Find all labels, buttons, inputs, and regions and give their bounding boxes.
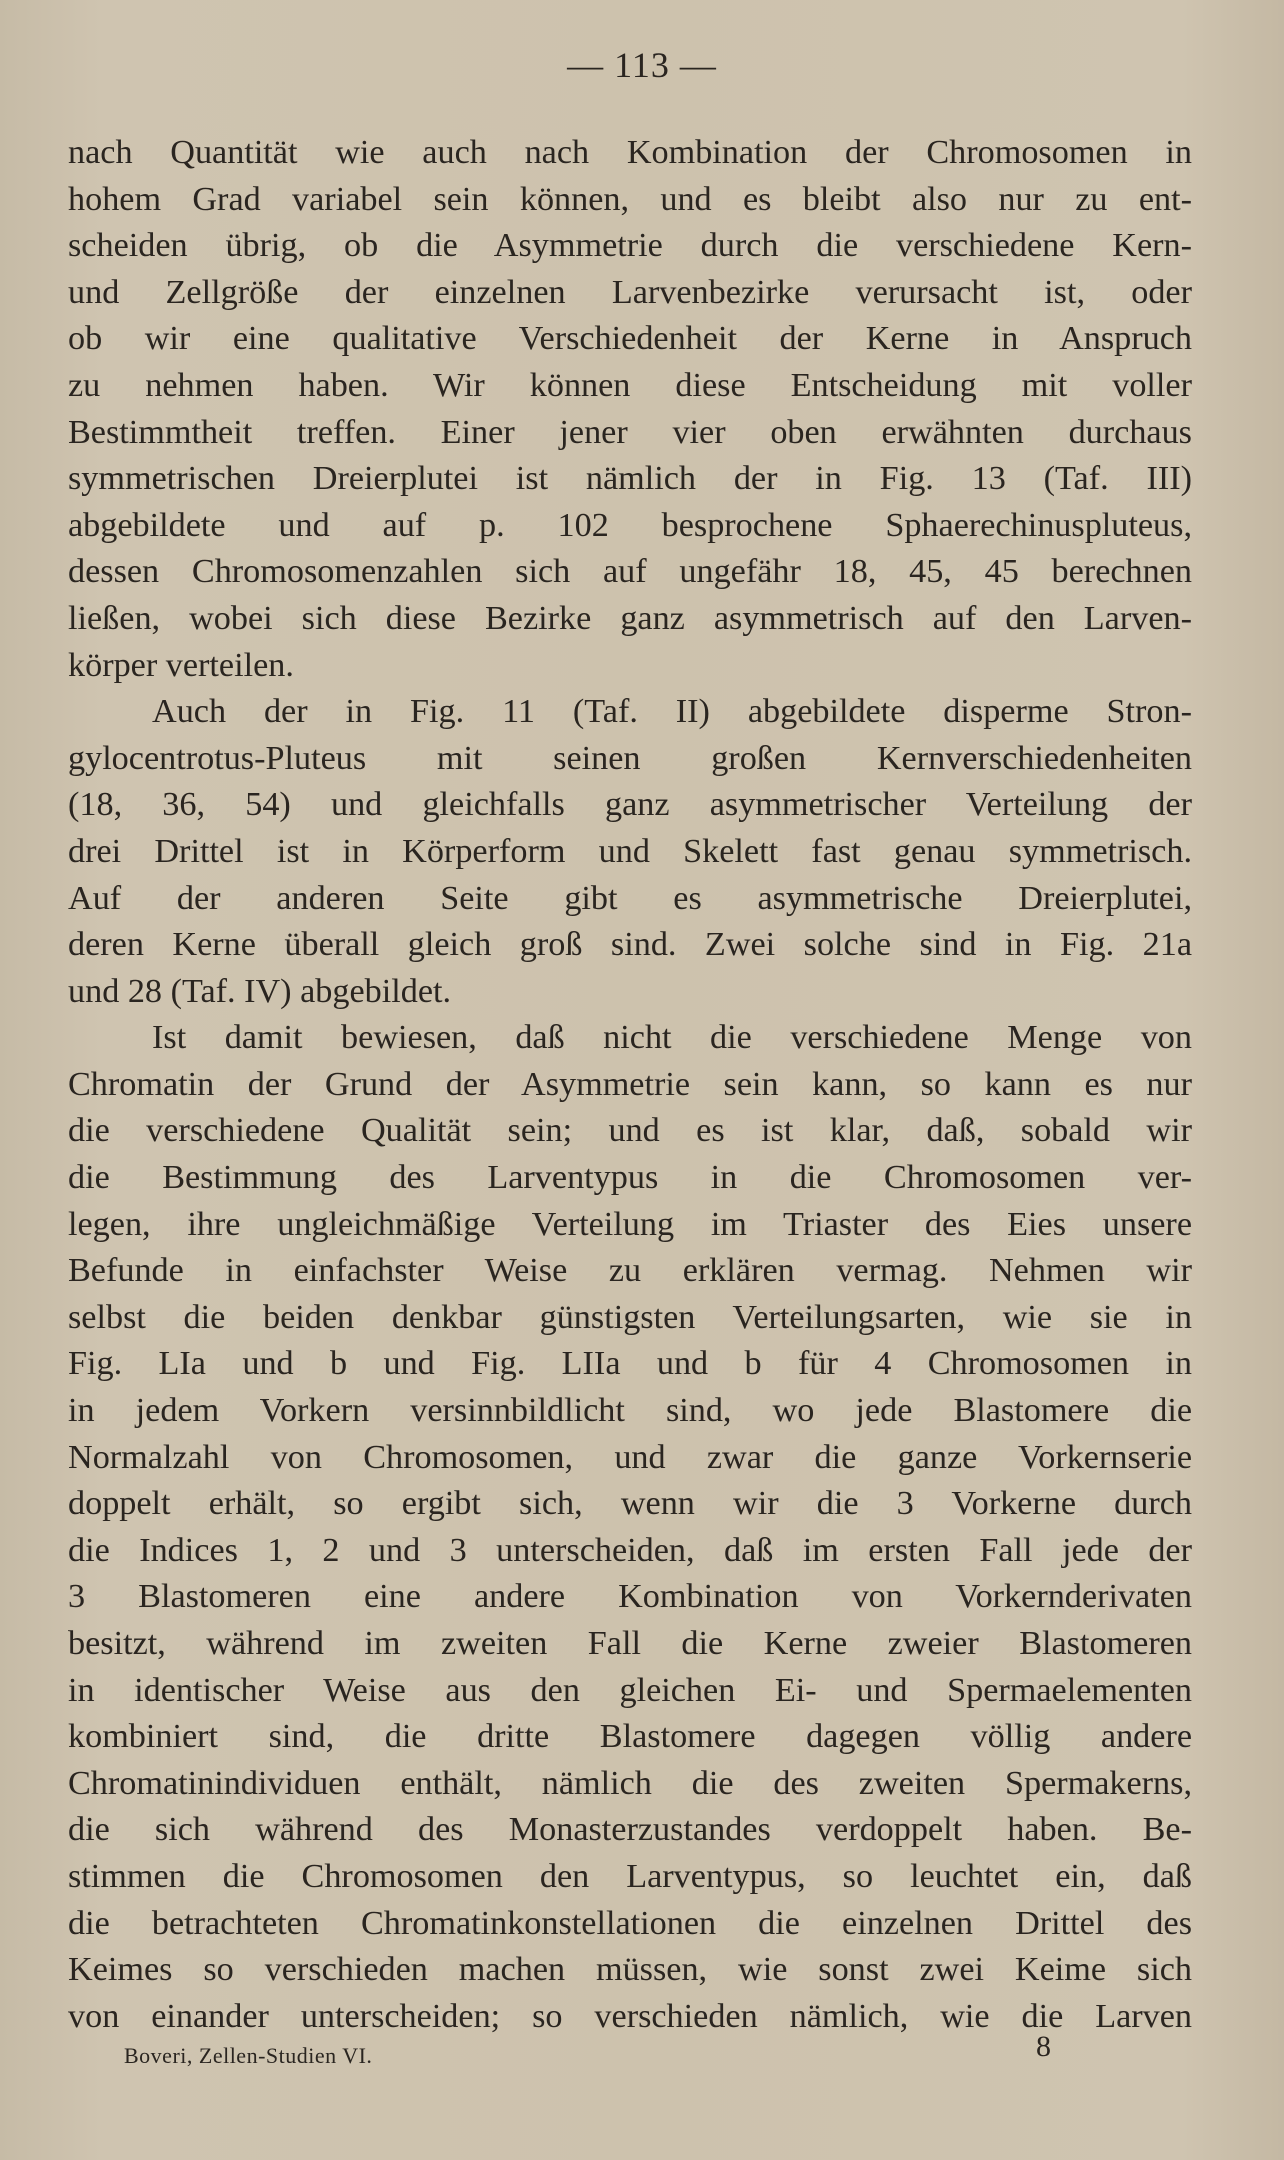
text-line: kombiniert sind, die dritte Blastomere dagegen völlig andere — [68, 1718, 1192, 1756]
text-line: drei Drittel ist in Körperform und Skelett fast genau symmetrisch. — [68, 832, 1192, 870]
text-line: ob wir eine qualitative Verschiedenheit der Kerne in Anspruch — [68, 320, 1192, 358]
text-line: Normalzahl von Chromosomen, und zwar die ganze Vorkernserie — [68, 1438, 1192, 1476]
text-line: ließen, wobei sich diese Bezirke ganz asymmetrisch auf den Larven- — [68, 599, 1192, 637]
text-line: die betrachteten Chromatinkonstellationen die einzelnen Drittel des — [68, 1904, 1192, 1942]
text-line: stimmen die Chromosomen den Larventypus, so leuchtet ein, daß — [68, 1857, 1192, 1895]
text-line: von einander unterscheiden; so verschieden nämlich, wie die Larven — [68, 1997, 1192, 2035]
text-line: Ist damit bewiesen, daß nicht die verschiedene Menge von — [152, 1019, 1192, 1057]
text-line: und Zellgröße der einzelnen Larvenbezirke verursacht ist, oder — [68, 273, 1192, 311]
text-line: die sich während des Monasterzustandes verdoppelt haben. Be- — [68, 1811, 1192, 1849]
page-number: — 113 — — [567, 45, 717, 85]
text-line: die Indices 1, 2 und 3 unterscheiden, daß im ersten Fall jede der — [68, 1531, 1192, 1569]
text-line: doppelt erhält, so ergibt sich, wenn wir die 3 Vorkerne durch — [68, 1485, 1192, 1523]
text-line: Auf der anderen Seite gibt es asymmetrische Dreierplutei, — [68, 879, 1192, 917]
signature-mark: 8 — [1036, 2030, 1051, 2063]
text-line: und 28 (Taf. IV) abgebildet. — [68, 972, 452, 1010]
text-line: legen, ihre ungleichmäßige Verteilung im Triaster des Eies unsere — [68, 1205, 1192, 1243]
text-line: deren Kerne überall gleich groß sind. Zwei solche sind in Fig. 21a — [68, 926, 1192, 964]
body-text — [68, 130, 1192, 2040]
text-line: 3 Blastomeren eine andere Kombination von Vorkernderivaten — [68, 1578, 1192, 1616]
text-line: die Bestimmung des Larventypus in die Chromosomen ver- — [68, 1159, 1192, 1197]
footer-citation: Boveri, Zellen-Studien VI. — [124, 2043, 373, 2068]
text-line: in identischer Weise aus den gleichen Ei- und Spermaelementen — [68, 1671, 1192, 1709]
text-line: selbst die beiden denkbar günstigsten Verteilungsarten, wie sie in — [68, 1298, 1192, 1336]
text-line: körper verteilen. — [68, 646, 294, 684]
text-line: nach Quantität wie auch nach Kombination der Chromosomen in — [68, 134, 1192, 171]
text-line: in jedem Vorkern versinnbildlicht sind, wo jede Blastomere die — [68, 1392, 1192, 1430]
text-line: dessen Chromosomenzahlen sich auf ungefähr 18, 45, 45 berechnen — [68, 553, 1192, 591]
text-line: Chromatin der Grund der Asymmetrie sein kann, so kann es nur — [68, 1065, 1192, 1103]
text-line: zu nehmen haben. Wir können diese Entscheidung mit voller — [68, 366, 1192, 404]
text-line: hohem Grad variabel sein können, und es bleibt also nur zu ent- — [68, 180, 1192, 218]
text-line: die verschiedene Qualität sein; und es ist klar, daß, sobald wir — [68, 1112, 1192, 1150]
text-line: Chromatinindividuen enthält, nämlich die des zweiten Spermakerns, — [68, 1764, 1192, 1802]
text-line: Keimes so verschieden machen müssen, wie sonst zwei Keime sich — [68, 1951, 1192, 1989]
text-line: Befunde in einfachster Weise zu erklären vermag. Nehmen wir — [68, 1252, 1192, 1290]
text-line: besitzt, während im zweiten Fall die Kerne zweier Blastomeren — [68, 1625, 1192, 1662]
text-line: abgebildete und auf p. 102 besprochene Sphaerechinuspluteus, — [68, 506, 1192, 544]
text-line: scheiden übrig, ob die Asymmetrie durch die verschiedene Kern- — [68, 227, 1192, 265]
text-line: gylocentrotus-Pluteus mit seinen großen Kernverschiedenheiten — [68, 739, 1192, 777]
text-line: Bestimmtheit treffen. Einer jener vier oben erwähnten durchaus — [68, 413, 1192, 451]
text-line: (18, 36, 54) und gleichfalls ganz asymmetrischer Verteilung der — [68, 786, 1192, 824]
text-line: Fig. LIa und b und Fig. LIIa und b für 4 Chromosomen in — [68, 1345, 1192, 1383]
text-line: Auch der in Fig. 11 (Taf. II) abgebildete disperme Stron- — [152, 693, 1192, 731]
text-line: symmetrischen Dreierplutei ist nämlich der in Fig. 13 (Taf. III) — [68, 460, 1192, 498]
